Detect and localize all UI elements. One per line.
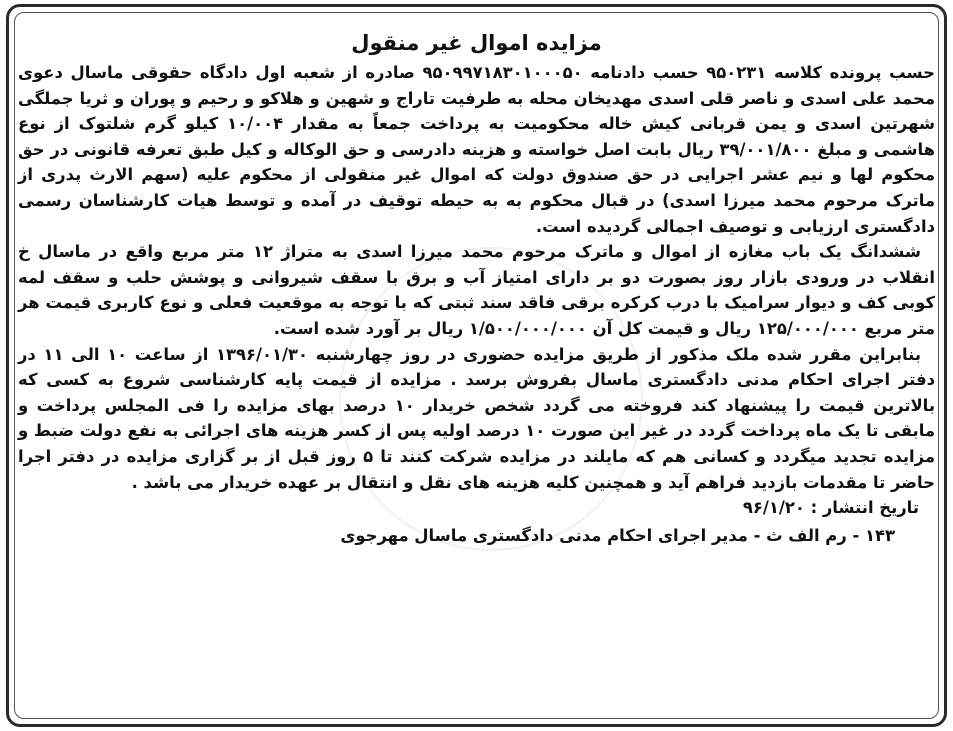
paragraph-auction-terms: بنابراین مقرر شده ملک مذکور از طریق مزایده حضوری در روز چهارشنبه ۱۳۹۶/۰۱/۳۰ از ساعت ۱۰ الی ۱۱ در دفتر اجرای احکام مدنی دادگستری ماسال بفروش برسد . مزایده از قیمت پایه کارشناسی شروع به کسی که بالاترین قیمت را پیشنهاد کند فروخته می گردد شخص خریدار ۱۰ درصد بهای مزایده را فی المجلس پرداخت و مابقی تا یک ماه پرداخت گردد در غیر این صورت ۱۰ درصد اولیه پس از کسر هزینه های اجرائی به نفع دولت ضبط و مزایده تجدید میگردد و کسانی هم که مایلند در مزایده شرکت کنند تا ۵ روز قبل از بر گزاری مزایده در دفتر اجرا حاضر تا مقدمات بازدید فراهم آید و همچنین کلیه هزینه های نقل و انتقال بر عهده خریدار می باشد . xyxy=(18,344,936,492)
notice-content xyxy=(18,28,935,551)
paragraph-case-details: حسب پرونده کلاسه ۹۵۰۲۳۱ حسب دادنامه ۹۵۰۹۹۷۱۸۳۰۱۰۰۰۵۰ صادره از شعبه اول دادگاه حقوقی ماسال دعوی محمد علی اسدی و ناصر قلی اسدی مهدیخان محله به طرفیت تاراج و شهین و هلاکو و رحیم و پوران و ثریا جملگی شهرتین اسدی و یمن قربانی کیش خاله محکومیت به پرداخت جمعاً به مقدار ۱۰/۰۰۴ کیلو گرم شلتوک از نوع هاشمی و مبلغ ۳۹/۰۰۱/۸۰۰ ریال بابت اصل خواسته و هزینه دادرسی و حق الوکاله و کیل طبق تعرفه قانونی در حق محکوم لها و نیم عشر اجرایی در حق صندوق دولت که اموال غیر منقولی از محکوم علیه (سهم الارث پدری از ماترک مرحوم محمد میرزا اسدی) در قبال محکوم به به حیطه توقیف در آمده و توسط هیات کارشناسان رسمی دادگستری ارزیابی و توصیف اجمالی گردیده است. xyxy=(18,63,936,236)
signature-line: ۱۴۳ - رم الف ث - مدیر اجرای احکام مدنی دادگستری ماسال مهرجوی xyxy=(340,525,895,545)
publish-date: تاریخ انتشار : ۹۶/۱/۲۰ xyxy=(742,498,919,518)
paragraph-property-description: ششدانگ یک باب مغازه از اموال و ماترک مرحوم محمد میرزا اسدی به متراژ ۱۲ متر مربع واقع در ماسال خ انقلاب در ورودی بازار روز بصورت دو بر دارای امتیاز آب و برق با سقف شیروانی و پوشش حلب و سقف لمه کوبی کف و دیوار سرامیک با درب کرکره برقی فاقد سند ثبتی که با توجه به موقعیت فعلی و نوع کاربری قیمت هر متر مربع ۱۲۵/۰۰۰/۰۰۰ ریال و قیمت کل آن ۱/۵۰۰/۰۰۰/۰۰۰ ریال بر آورد شده است. xyxy=(18,242,935,338)
notice-title: مزایده اموال غیر منقول xyxy=(351,31,602,55)
